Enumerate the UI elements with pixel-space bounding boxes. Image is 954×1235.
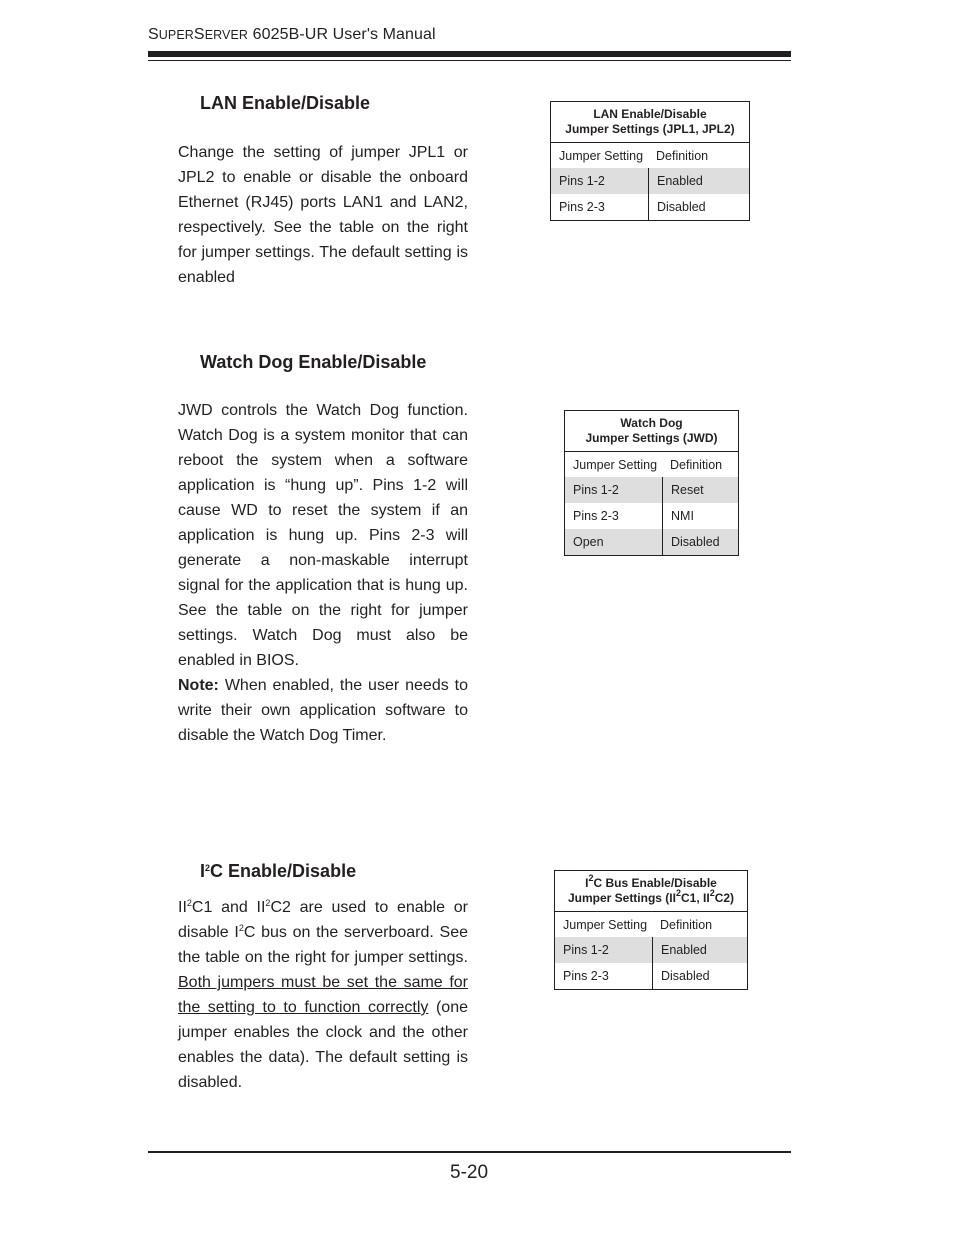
text-run: I xyxy=(585,876,589,890)
table-header-row xyxy=(551,143,749,168)
cell-setting: Open xyxy=(573,535,604,549)
cell-definition: Disabled xyxy=(652,963,747,989)
caption-line: Watch Dog xyxy=(620,416,683,430)
watchdog-body-text: JWD controls the Watch Dog function. Watch Dog is a system monitor that can reboot the system when a software application is “hung up”. Pins 1-2 will cause WD to reset the system if an application is hung up. Pins 2-3 will generate a non-maskable interrupt signal for the application that is hung up. See the table on the right for jumper settings. Watch Dog must also be enabled in BIOS. xyxy=(178,402,468,669)
table-row xyxy=(551,168,749,194)
note-text: When enabled, the user needs to write their own application software to disable the Watch Dog Timer. xyxy=(178,677,468,744)
table-header-row xyxy=(555,912,747,937)
table-row xyxy=(551,194,749,220)
table-row xyxy=(565,529,738,555)
text-run: II xyxy=(178,899,187,916)
table-caption xyxy=(555,871,747,912)
watchdog-heading: Watch Dog Enable/Disable xyxy=(200,352,427,372)
heading-part: C Enable/Disable xyxy=(210,861,357,881)
cell-definition: Enabled xyxy=(652,937,747,963)
running-header xyxy=(148,26,436,44)
table-caption xyxy=(551,102,749,143)
text-run: C Bus Enable/Disable xyxy=(593,876,717,890)
footer-rule xyxy=(148,1151,791,1153)
underlined-warning: Both jumpers must be set the same for the setting to to function correctly xyxy=(178,974,468,1016)
col-header-setting: Jumper Setting xyxy=(563,917,648,932)
watchdog-jumper-table xyxy=(564,410,739,556)
cell-setting: Pins 1-2 xyxy=(573,483,619,497)
table-row xyxy=(565,477,738,503)
text-run: C1, II xyxy=(681,891,710,905)
table-row xyxy=(555,963,747,989)
superscript: 2 xyxy=(588,873,594,883)
cell-definition: Disabled xyxy=(648,194,749,220)
text-run: (one jumper enables the clock and the other enables the data). The default setting is disabled. xyxy=(178,999,468,1091)
header-title-initial: S xyxy=(148,26,159,43)
text-run: C1 and II xyxy=(191,899,266,916)
lan-body-text: Change the setting of jumper JPL1 or JPL2 to enable or disable the onboard Ethernet (RJ45) ports LAN1 and LAN2, respectively. See the table on the right for jumper settings. The default setting is enabled xyxy=(178,144,468,286)
superscript: 2 xyxy=(205,863,211,873)
lan-heading: LAN Enable/Disable xyxy=(200,93,371,113)
page-number: 5-20 xyxy=(450,1162,489,1183)
text-run: C bus on the serverboard. See the table on the right for jumper settings. xyxy=(178,924,469,966)
watchdog-note xyxy=(178,673,468,748)
caption-line: Jumper Settings (JWD) xyxy=(585,431,718,445)
text-run: C2 are used to enable or disable I xyxy=(178,899,468,941)
cell-setting: Pins 2-3 xyxy=(559,200,605,214)
header-title-rest: 6025B-UR User's Manual xyxy=(248,26,436,43)
watchdog-body xyxy=(178,398,468,748)
col-header-definition: Definition xyxy=(656,148,709,163)
superscript: 2 xyxy=(186,898,192,908)
cell-setting: Pins 1-2 xyxy=(559,174,605,188)
header-title-smallcaps: ERVER xyxy=(204,28,249,42)
cell-setting: Pins 2-3 xyxy=(563,969,609,983)
cell-setting: Pins 1-2 xyxy=(563,943,609,957)
i2c-body-text xyxy=(178,895,468,1095)
table-row xyxy=(565,503,738,529)
cell-definition: NMI xyxy=(662,503,738,529)
i2c-heading xyxy=(200,861,356,882)
superscript: 2 xyxy=(709,888,715,898)
caption-line xyxy=(557,873,745,891)
superscript: 2 xyxy=(265,898,271,908)
col-header-definition: Definition xyxy=(660,917,713,932)
table-header-row xyxy=(565,452,738,477)
table-row xyxy=(555,937,747,963)
superscript: 2 xyxy=(238,923,244,933)
header-rule-thin xyxy=(148,60,791,61)
cell-definition: Disabled xyxy=(662,529,738,555)
i2c-jumper-table xyxy=(554,870,748,990)
table-caption xyxy=(565,411,738,452)
cell-setting: Pins 2-3 xyxy=(573,509,619,523)
lan-jumper-table xyxy=(550,101,750,221)
text-run: C2) xyxy=(714,891,735,905)
lan-body xyxy=(178,140,468,290)
header-title-initial: S xyxy=(193,26,205,43)
header-rule-thick xyxy=(148,51,791,57)
caption-line: LAN Enable/Disable xyxy=(593,107,707,121)
col-header-definition: Definition xyxy=(670,457,723,472)
col-header-setting: Jumper Setting xyxy=(573,457,658,472)
cell-definition: Reset xyxy=(662,477,738,503)
header-title-smallcaps: UPER xyxy=(158,28,194,42)
caption-line xyxy=(557,888,745,906)
note-label: Note: xyxy=(178,677,219,694)
cell-definition: Enabled xyxy=(648,168,749,194)
superscript: 2 xyxy=(675,888,681,898)
i2c-body xyxy=(178,895,468,1095)
col-header-setting: Jumper Setting xyxy=(559,148,644,163)
heading-part: I xyxy=(200,861,206,881)
caption-line: Jumper Settings (JPL1, JPL2) xyxy=(565,122,735,136)
text-run: Jumper Settings (II xyxy=(567,891,676,905)
